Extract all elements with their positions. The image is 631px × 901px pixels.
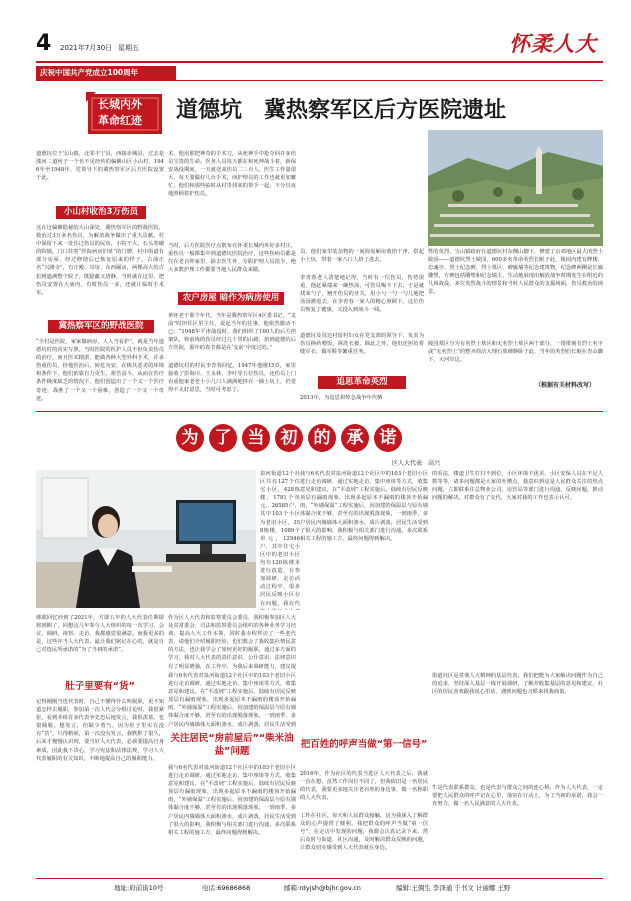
article1-subhead-3: 农户房屋 暗作为病房使用	[178, 292, 284, 305]
issue-weekday: 星期五	[118, 44, 139, 52]
article2-rule	[36, 411, 603, 412]
banner-rule	[36, 80, 603, 81]
article1-paragraph-10: 道德坑及周边村留村妇女在党支部的领导下，负责为伤员换药喂饭，拆洗衣被，除此之外，他们还担负着缝军衣、做军鞋等繁重任务。	[300, 333, 424, 356]
article2-paragraph-10: 街道社区是贯彻人大精神的基层代表，我们把能为大家解决问题作为自己的追求，坚持深入基层一线开展调研，了解并收集基层的意见和建议，社区的居民喜欢跟我说心里话，遇到问题也习惯来找我商量。	[432, 673, 603, 696]
page-number: 4	[36, 31, 52, 56]
column-banner	[36, 66, 176, 80]
article1-subhead-4: 追思革命英烈	[318, 376, 406, 389]
article2-paragraph-2: 记得刚刚当选代表时，自己不懂得什么叫履职，更不知道怎样去履职，参加第一次人代会分组讨论时，我很紧张，看到本组许多代表争先恐后地发言，我很羡慕，也很佩服，想发言，但缺少勇气，因为肚子里实在没有“货”，只得稍候，第一次没有发言，我默默了很久，后来才慢慢认识到，要当好人大代表，必须要提高自身素质，因此我下决心，学习宪法和法律法规，学习人大代表履职的有关知识，不断地提高自己的履职能力。	[36, 699, 164, 762]
article2-paragraph-9: 的看法，楼道卫生打扫不到位，小区环境不优美，小区安保人员在不足人数等等，诸多问题都是大家的吐槽点，我意识到这是人民群众关注的热点问题，立即联系住总物业公司、房管局等部门进行沟通，反映问题，推动问题的解决，对群众有了交代，大家对我的工作也表示认可。	[432, 471, 603, 502]
article1-paragraph-1: 道德坑位于宝山镇，北邻丰宁县，西接赤城县，过去是滦河二道河子一个名不见经传的偏僻山区小山村，1946年至1948年，党领导下的冀热察军区后方医院设置于此。	[36, 151, 164, 182]
article2-paragraph-3: 作为区人大代表和监察委员会委员，我积极参加区人大及其常委会、司法和监察委员会组织的各种业务学习培训，提高人大工作本领，同时我专程拜访了一些老代表，请他们介绍履职经验，也们教会了我收集社情民意的方法，也让我学会了如何更好的履职，通过多方面的学习，我对人大代表的责任意识、公仆意识、法律意识有了明显增强，在工作中，为我后来调研能力，建议提	[168, 615, 296, 670]
article1-headline: 道德坑 冀热察军区后方医院遗址	[176, 98, 507, 123]
article2-quote-block	[260, 470, 300, 610]
memorial-photo	[428, 130, 603, 246]
article2-paragraph-5: 我与6名代表对泉河街道12个社区中的103个老旧小区进行走访调研，通过实地走访、集中座谈等方式，收集意见和建议，在“平改坡”工程实施后，陆续有居民反映顶层有漏雨现象，出现多起原本不漏雨的楼顶开始漏雨，“外墙保温”工程实施后，因加建的保温层与原有墙体黏合度不够，甚至有的出现脱落现象，一到雨季，多户居民内墙墙体大面积渗水，成片剥落，居民生活受到了很大的影响，我积极与相关部门进行沟通，多次联系相关工程的施工方，最终问题得到解决。	[168, 765, 296, 836]
article2-paragraph-7: 2016年，作为社区的代表当选区人大代表之后，我就一直在想，虽然工作岗位不同了，但我依旧是一名居民的代表，我要更多地关注老百姓的身边事，做一名称职的人大代表。	[300, 771, 428, 802]
article1-paragraph-13: 陵园墓区分为有名烈士墓区和无名烈士墓区两个部分，一排排刻有烈士名字或“无名烈士”的整齐简洁大理石墓碑静卧于此，当年的英烈们长眠在青山脚下，天河岸边。	[428, 341, 603, 364]
page-header	[36, 32, 603, 60]
article2-subhead-3-text: 把百姓的呼声当做“第一信号”	[300, 739, 428, 750]
badge-line-2: 革命红迹	[98, 114, 142, 127]
article1-paragraph-7: 道德坑村的村民李青春回忆，1947年他刚15岁，家里接收了彭海川、王永林、李叶等五位伤员，还伤员上门看重他家老老小小几口人满满地挤在一铺土炕上，仍觉得不太好意思，当时可考虑了。	[168, 363, 296, 394]
article2-subhead-2-text: 关注居民“房前屋后”“柴米油盐”问题	[170, 733, 294, 757]
article2-headline	[176, 424, 476, 452]
article2-paragraph-8: 工作在社区，每天和人民群众接触，这为我深入了解群众的心声提供了便利，我把群众的呼声当做“第一信号”，在走访中发现的问题，我都会认真记录下来，然后及时与街道、社区沟通，及时解决群众反映的问题，让群众切实感受到人大代表就在身边。	[300, 813, 428, 852]
headline-char-3: 当	[242, 424, 270, 452]
headline-char-4: 初	[275, 424, 303, 452]
article2-byline: 区人大代表 高兴	[392, 460, 441, 467]
article2-paragraph-4: 我与6名代表对泉河街道12个社区中的103个老旧小区进行走访调研，通过实地走访、集中座谈等方式，收集意见和建议，在“平改坡”工程实施后，陆续有居民反映顶层有漏雨现象，出现多起原本不漏雨的楼顶开始漏雨，“外墙保温”工程实施后，因加建的保温层与原有墙体黏合度不够，甚至有的出现脱落现象，一到雨季，多户居民内墙墙体大面积渗水，成片剥落，居民生活受到	[168, 673, 296, 728]
footer-phone: 电话:69686868	[202, 884, 251, 892]
footer-rule	[36, 878, 603, 879]
article1-paragraph-2: 这在这偏僻隐秘的大山深处，冀热察军区的野战医院，救治过3万多名伤员，为解放战争做出了重大贡献。村中保留下来一处住过伤员的民房，小院不大，石头垒砌的院墙，门口挂着“医院病房旧址”的门牌，村中街道有部分房屋，经过修缮后已恢复原来的样子，古油正名“兴隆寺”，有正殿、耳房、东西厢房，两棵高大的古松树遮满整个院子，既隐蔽又清静，当时就在这里，把伤员安置在大庙内，有时伤员一多，还就让临时手术室。	[36, 225, 164, 296]
badge-line-1: 长城内外	[98, 98, 142, 111]
article1-subhead-2: 冀热察军区的野战医院	[48, 320, 154, 333]
article2-subhead-2	[168, 732, 296, 758]
headline-char-5: 的	[308, 424, 336, 452]
article1-paragraph-8: 员，他们家里装杂物的一间简易厢房收拾干净，搭起小土炕，带着一家八口人挤了进去。	[300, 249, 424, 264]
article1-paragraph-3: “全村是医院，家家做病房，人人当看护”，就是当年道德坑村的真实写照。当时医院的医护人员不但负责伤员的治疗，而且医术精湛，能做各种大型外科手术，许多伤重伤员，经他医治后，转危为安，在极其恶劣的环境和条件下，他们依靠自力更生，艰苦奋斗，从而在医疗条件极度缺乏的情况下，他们创造出了一个又一个医疗奇迹，战胜了一个又一个困难，创造了一个又一个奇迹。	[36, 339, 164, 402]
article1-paragraph-12: 牲的英烈，宝山镇政府在道德坑村东侧山脚下，修建了京郊地区最大的烈士陵园——道德坑烈士陵园，600多名革命英烈长眠于此，陵园内建有牌楼、忠魂亭、烈士纪念碑、烈士墓区、碑廊墙等纪念建筑物，纪念碑两侧是长廊雕塑，方碑包括雕塑和纪念墙主，生动地展现出解放战争时期发生在附近的几场战役，多位英烈战斗的情景和当时人民群众的支援场面，伤员救治的场景。	[428, 249, 603, 296]
article2-quote-text: 泉河街道12个社区共有127个住宅小区，428栋楼，1781个单元，26585户，其中103个小区为老旧小区，358栋楼，1089个单元，12946户，其中住宅小区中的老旧小区均有120栋楼未进行改造，在参加调研、走访活动过程中，很多居民反映小区存在问题，我在代	[260, 471, 300, 607]
paper-name-logo: 怀柔人大	[509, 32, 597, 56]
article1-paragraph-9: 李青春老人清楚地记得，当时有一位伤员，伤势很重，他赶紧端来一碗热汤，可伤员喝不下去，于是就找来勺子，翘开伤员的牙关，用小勺一勺一勺儿地把汤汤灌进去，在李青春一家人的精心照顾下，这位伤员恢复了健康，又投入到战斗一线。	[300, 275, 424, 314]
column-banner-text: 庆祝中国共产党成立100周年	[40, 68, 139, 77]
article2-paragraph-6: 我与6名代表对泉河街道12个社区中的103个老旧小区进行走访调研，通过实地走访、集中座谈等方式，收集意见和建议，在“平改坡”工程实施后，陆续有居民反映顶层有漏雨现象，出现多起原本不漏雨的楼顶开始漏雨，“外墙保温”工程实施后，因加建的保温层与原有墙体黏合度不够，甚至有的出现脱落现象，一到雨季，多户居民内墙墙体大面积渗水，成片剥落，居民生活受到了很大的影响，我积极与相关部门进行沟通，多次联系相关工程的施工方，最终问题得到解决。	[300, 471, 428, 542]
article2-paragraph-11: 生是代表联系群众，也是代表与群众之间的连心桥，作为人大代表，一定要把人民群众的呼声记在心里，落实在行动上，为了当初的承诺，我会一直努力，做一名人民满意的人大代表。	[432, 785, 603, 808]
representative-photo	[36, 470, 256, 608]
column-badge	[86, 92, 164, 136]
article1-paragraph-5: 当时，后方医院医疗点散布在怀柔长城内外好多村庄，重伤员一般都集中到道德坑医院治疗，这些伤病员都是住在老百姓家里，除去医生外，专职护理人员很少，绝大多数护理工作都要当地人民群众来做。	[168, 243, 296, 274]
footer-email: 邮箱:rdyjsh@bjhr.gov.cn	[284, 884, 361, 892]
article2-paragraph-1: 韩眼回忆经到了2021年，方即五年的人大代表任期即将到期了，回想这几年参与人大组织的每一次学习、会议、调研、视察、走访，我都感觉很满意。而我更多的是，这些年当人大代表，最让我们铭记在心的，就是自己对选民所承诺的“为了当初的承诺”。	[36, 615, 164, 654]
footer-address: 地址:府前街10号	[114, 884, 164, 892]
footer-editors: 编辑:王倜生 李泽通 于书文 计丽娜 王野	[396, 884, 511, 892]
header-rule	[36, 61, 603, 63]
issue-date: 2021年7月30日	[60, 44, 113, 52]
article2-subhead-3	[300, 738, 428, 751]
article1-paragraph-11: 2013年，为追思和悼念战争年代牺	[300, 395, 383, 401]
article2-subhead-1: 肚子里要有“货”	[65, 681, 135, 692]
headline-char-7: 诺	[374, 424, 402, 452]
headline-char-2: 了	[209, 424, 237, 452]
article1-subhead-1: 小山村收治3万伤员	[56, 206, 146, 219]
footer-bar	[36, 882, 603, 894]
article1-paragraph-6: 黄怀老于那个年代，当年是冀热察军区4区委书记，“支前”时担任区里主任，说起当年的往事，他依然激动不已：“1948年平津战役时，我们组织了160人的后方担架队，将前线的伤员经过几十里的山路，抬到道德坑后方医院，那年的春节都是在‘支前’中度过的。”	[168, 313, 296, 352]
headline-char-6: 承	[341, 424, 369, 452]
article1-credit: （根据有关材料改写）	[534, 382, 595, 389]
headline-char-1: 为	[176, 424, 204, 452]
article1-paragraph-4: 术，他用那把神奇的手术刀，从死神手中抢夺回许多伤员宝贵的生命。医务人员每天都在和死神战斗着，新保安战役期间，一天就送来伤员二三百人，医生工作量很大，每天要做好几台手术，而护理员的工作也就更加繁忙，他们和那些临时从村里找来的帮手一起，不分昼夜地照顾着护伤员。	[168, 151, 296, 198]
